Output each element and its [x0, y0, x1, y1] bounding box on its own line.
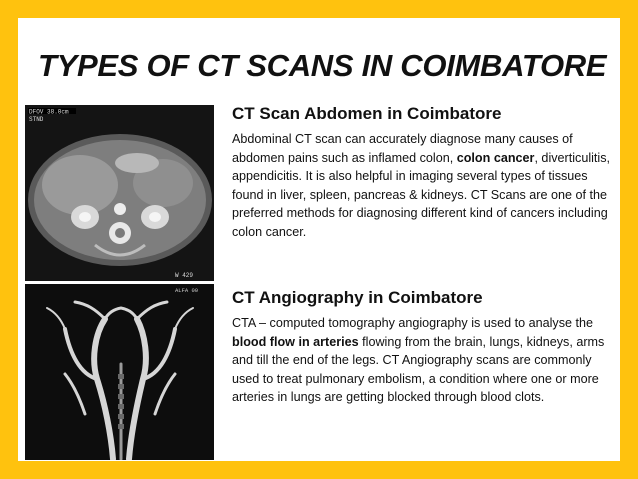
abdomen-label-dfov: DFOV 38.0cm: [29, 108, 69, 116]
section-body-text-cont: , diverticulitis, appendicitis. It is also helpful in imaging several types of tissues found in liver, spleen, pancreas & kidneys. CT Scans are one of the preferred methods for diagnosing different kind of cancers including colon cancer.: [232, 150, 611, 239]
highlight-blood-flow: blood flow in arteries: [232, 334, 359, 349]
section-heading-ct-abdomen: CT Scan Abdomen in Coimbatore: [232, 104, 502, 123]
angiography-ct-image: [25, 284, 214, 460]
section-body-ct-angiography: [232, 314, 614, 407]
abdomen-ct-image: [25, 105, 214, 281]
section-body-text-cont: flowing from the brain, lungs, kidneys, arms and till the end of the legs. CT Angiography scans are commonly used to treat pulmonary embolism, a condition where one or more arteries in lungs are getting blocked through blood clots.: [232, 334, 605, 405]
abdomen-label-stnd: STND: [29, 116, 44, 123]
section-ct-abdomen: [232, 104, 614, 242]
section-heading-ct-angiography: CT Angiography in Coimbatore: [232, 288, 483, 307]
section-body-text: Abdominal CT scan can accurately diagnose many causes of abdomen pains such as inflamed colon,: [232, 132, 573, 165]
section-body-text: CTA – computed tomography angiography is used to analyse the: [232, 316, 594, 330]
section-body-ct-abdomen: [232, 130, 614, 242]
highlight-colon-cancer: colon cancer: [456, 150, 535, 165]
angio-label-corner: ALFA 00: [175, 287, 199, 294]
section-ct-angiography: [232, 288, 614, 407]
abdomen-label-window: W 429: [175, 272, 194, 279]
slide-title: TYPES OF CT SCANS IN COIMBATORE: [38, 48, 607, 83]
slide: [18, 18, 620, 461]
